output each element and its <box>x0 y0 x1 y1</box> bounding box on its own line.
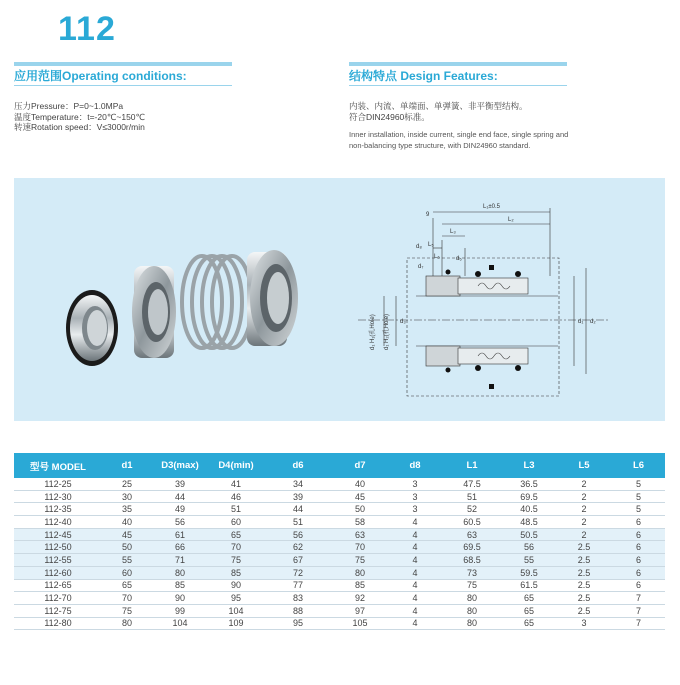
heading-underline <box>14 85 232 86</box>
column-header: L6 <box>612 453 665 478</box>
table-cell: 3 <box>556 617 612 630</box>
operating-conditions-text <box>14 101 145 133</box>
column-header: L1 <box>442 453 502 478</box>
table-cell: 2.5 <box>556 604 612 617</box>
heading-bar <box>349 62 567 66</box>
table-cell: 69.5 <box>502 490 556 503</box>
header-row <box>14 453 665 478</box>
design-features-heading: 结构特点 Design Features: <box>349 67 498 84</box>
table-cell: 73 <box>442 566 502 579</box>
model-cell: 112-30 <box>14 490 102 503</box>
table-row <box>14 478 665 490</box>
table-cell: 97 <box>332 604 388 617</box>
table-cell: 85 <box>332 579 388 592</box>
speed-line: 转速Rotation speed：V≤3000r/min <box>14 122 145 132</box>
column-header: D4(min) <box>208 453 264 478</box>
table-cell: 44 <box>152 490 208 503</box>
product-title: 112 <box>58 10 116 48</box>
table-cell: 4 <box>388 604 442 617</box>
table-cell: 44 <box>264 503 332 516</box>
table-cell: 50 <box>102 541 152 554</box>
dim-l3: L₃ <box>450 229 456 235</box>
spring <box>182 256 252 348</box>
table-cell: 62 <box>264 541 332 554</box>
table-cell: 65 <box>102 579 152 592</box>
model-cell: 112-45 <box>14 528 102 541</box>
table-cell: 3 <box>388 503 442 516</box>
table-cell: 4 <box>388 592 442 605</box>
table-cell: 47.5 <box>442 478 502 490</box>
table-row <box>14 604 665 617</box>
table-cell: 92 <box>332 592 388 605</box>
table-cell: 5 <box>612 503 665 516</box>
table-cell: 2.5 <box>556 592 612 605</box>
table-cell: 2 <box>556 490 612 503</box>
dim-hole-1: d₁ H₁(孔Hole) <box>370 314 376 350</box>
table-cell: 41 <box>208 478 264 490</box>
table-cell: 61 <box>152 528 208 541</box>
table-cell: 90 <box>208 579 264 592</box>
table-cell: 109 <box>208 617 264 630</box>
table-cell: 75 <box>442 579 502 592</box>
table-cell: 71 <box>152 554 208 567</box>
table-cell: 99 <box>152 604 208 617</box>
table-cell: 2 <box>556 503 612 516</box>
table-row <box>14 541 665 554</box>
table-header <box>14 453 665 478</box>
table-cell: 104 <box>152 617 208 630</box>
table-cell: 58 <box>332 516 388 529</box>
table-cell: 61.5 <box>502 579 556 592</box>
table-cell: 70 <box>332 541 388 554</box>
table-cell: 80 <box>442 604 502 617</box>
table-cell: 104 <box>208 604 264 617</box>
table-cell: 4 <box>388 554 442 567</box>
table-cell: 70 <box>102 592 152 605</box>
table-cell: 70 <box>208 541 264 554</box>
table-cell: 4 <box>388 528 442 541</box>
table-cell: 66 <box>152 541 208 554</box>
table-cell: 83 <box>264 592 332 605</box>
table-cell: 95 <box>264 617 332 630</box>
table-cell: 2.5 <box>556 554 612 567</box>
column-header: 型号 MODEL <box>14 453 102 478</box>
table-cell: 80 <box>102 617 152 630</box>
table-cell: 39 <box>152 478 208 490</box>
table-cell: 6 <box>612 566 665 579</box>
model-cell: 112-80 <box>14 617 102 630</box>
dim-d3: d₃ <box>400 319 406 325</box>
stationary-seat <box>66 290 118 366</box>
table-cell: 60 <box>208 516 264 529</box>
table-cell: 65 <box>502 604 556 617</box>
table-cell: 75 <box>332 554 388 567</box>
table-row <box>14 566 665 579</box>
table-cell: 80 <box>442 617 502 630</box>
mechanical-seal-photo <box>62 240 312 380</box>
spring-retainer <box>247 250 298 346</box>
technical-drawing <box>358 188 610 414</box>
table-cell: 75 <box>102 604 152 617</box>
table-cell: 35 <box>102 503 152 516</box>
table-cell: 55 <box>102 554 152 567</box>
dim-d2: d₂ <box>590 319 596 325</box>
design-features-cn: 内装、内流、单端面、单弹簧、非平衡型结构。 符合DIN24960标准。 <box>349 101 528 122</box>
table-row <box>14 579 665 592</box>
table-row <box>14 490 665 503</box>
table-cell: 40 <box>102 516 152 529</box>
table-cell: 40.5 <box>502 503 556 516</box>
table-cell: 50.5 <box>502 528 556 541</box>
table-cell: 63 <box>332 528 388 541</box>
column-header: d6 <box>264 453 332 478</box>
table-cell: 2.5 <box>556 566 612 579</box>
model-cell: 112-65 <box>14 579 102 592</box>
table-cell: 59.5 <box>502 566 556 579</box>
table-cell: 77 <box>264 579 332 592</box>
table-cell: 2.5 <box>556 541 612 554</box>
table-cell: 36.5 <box>502 478 556 490</box>
table-row <box>14 516 665 529</box>
dim-d8: d₈ <box>416 244 422 250</box>
model-cell: 112-75 <box>14 604 102 617</box>
operating-conditions-heading: 应用范围Operating conditions: <box>14 67 187 84</box>
table-cell: 6 <box>612 541 665 554</box>
table-cell: 67 <box>264 554 332 567</box>
table-cell: 3 <box>388 490 442 503</box>
table-cell: 85 <box>208 566 264 579</box>
table-cell: 30 <box>102 490 152 503</box>
column-header: d8 <box>388 453 442 478</box>
table-cell: 2 <box>556 516 612 529</box>
model-cell: 112-35 <box>14 503 102 516</box>
model-cell: 112-50 <box>14 541 102 554</box>
table-cell: 7 <box>612 617 665 630</box>
column-header: D3(max) <box>152 453 208 478</box>
dim-nine: 9 <box>426 212 430 218</box>
table-cell: 6 <box>612 528 665 541</box>
table-cell: 60.5 <box>442 516 502 529</box>
table-cell: 7 <box>612 592 665 605</box>
model-cell: 112-55 <box>14 554 102 567</box>
table-cell: 4 <box>388 579 442 592</box>
pressure-line: 压力Pressure：P=0~1.0MPa <box>14 101 124 111</box>
table-cell: 2 <box>556 528 612 541</box>
table-cell: 56 <box>502 541 556 554</box>
specification-table <box>14 453 665 630</box>
table-row <box>14 528 665 541</box>
table-cell: 4 <box>388 541 442 554</box>
table-cell: 50 <box>332 503 388 516</box>
temperature-line: 温度Temperature：t=-20℃~150℃ <box>14 111 146 122</box>
table-cell: 45 <box>102 528 152 541</box>
table-cell: 80 <box>152 566 208 579</box>
table-cell: 2 <box>556 478 612 490</box>
table-cell: 105 <box>332 617 388 630</box>
table-cell: 6 <box>612 554 665 567</box>
dim-l6: L₆ <box>434 254 440 260</box>
column-header: d1 <box>102 453 152 478</box>
heading-bar <box>14 62 232 66</box>
table-cell: 48.5 <box>502 516 556 529</box>
table-cell: 88 <box>264 604 332 617</box>
table-cell: 6 <box>612 579 665 592</box>
table-row <box>14 503 665 516</box>
table-cell: 65 <box>208 528 264 541</box>
table-cell: 34 <box>264 478 332 490</box>
dim-l5: L₅ <box>428 242 434 248</box>
table-cell: 51 <box>208 503 264 516</box>
table-cell: 5 <box>612 478 665 490</box>
table-cell: 2.5 <box>556 579 612 592</box>
table-cell: 69.5 <box>442 541 502 554</box>
table-row <box>14 617 665 630</box>
table-cell: 52 <box>442 503 502 516</box>
table-cell: 40 <box>332 478 388 490</box>
table-cell: 45 <box>332 490 388 503</box>
dim-d6: d₆ <box>456 256 462 262</box>
table-cell: 7 <box>612 604 665 617</box>
dim-d1: d₁ <box>578 319 584 325</box>
table-body <box>14 478 665 630</box>
table-cell: 4 <box>388 566 442 579</box>
column-header: L3 <box>502 453 556 478</box>
table-cell: 5 <box>612 490 665 503</box>
table-cell: 68.5 <box>442 554 502 567</box>
table-cell: 51 <box>264 516 332 529</box>
model-cell: 112-40 <box>14 516 102 529</box>
table-cell: 49 <box>152 503 208 516</box>
table-row <box>14 592 665 605</box>
table-cell: 46 <box>208 490 264 503</box>
table-cell: 51 <box>442 490 502 503</box>
table-cell: 4 <box>388 516 442 529</box>
table-cell: 60 <box>102 566 152 579</box>
table-cell: 80 <box>442 592 502 605</box>
column-header: L5 <box>556 453 612 478</box>
dim-l1: L₁±0.5 <box>483 204 500 210</box>
dim-hole-2: d₁ H₂(孔Hole) <box>384 313 390 350</box>
table-cell: 85 <box>152 579 208 592</box>
table-cell: 63 <box>442 528 502 541</box>
model-cell: 112-25 <box>14 478 102 490</box>
dim-l2: L₂ <box>508 217 514 223</box>
table-cell: 95 <box>208 592 264 605</box>
rotating-ring <box>132 266 176 358</box>
table-cell: 65 <box>502 617 556 630</box>
table-cell: 55 <box>502 554 556 567</box>
table-cell: 80 <box>332 566 388 579</box>
table-cell: 75 <box>208 554 264 567</box>
table-cell: 72 <box>264 566 332 579</box>
dim-d7: d₇ <box>418 264 424 270</box>
table-cell: 6 <box>612 516 665 529</box>
table-cell: 90 <box>152 592 208 605</box>
table-cell: 3 <box>388 478 442 490</box>
table-cell: 39 <box>264 490 332 503</box>
design-features-en: Inner installation, inside current, single end face, single spring and non-balancing type structure, with DIN24960 standard. <box>349 130 569 150</box>
table-cell: 65 <box>502 592 556 605</box>
table-row <box>14 554 665 567</box>
table-cell: 25 <box>102 478 152 490</box>
table-cell: 56 <box>264 528 332 541</box>
model-cell: 112-60 <box>14 566 102 579</box>
heading-underline <box>349 85 567 86</box>
table-cell: 4 <box>388 617 442 630</box>
table-cell: 56 <box>152 516 208 529</box>
column-header: d7 <box>332 453 388 478</box>
model-cell: 112-70 <box>14 592 102 605</box>
